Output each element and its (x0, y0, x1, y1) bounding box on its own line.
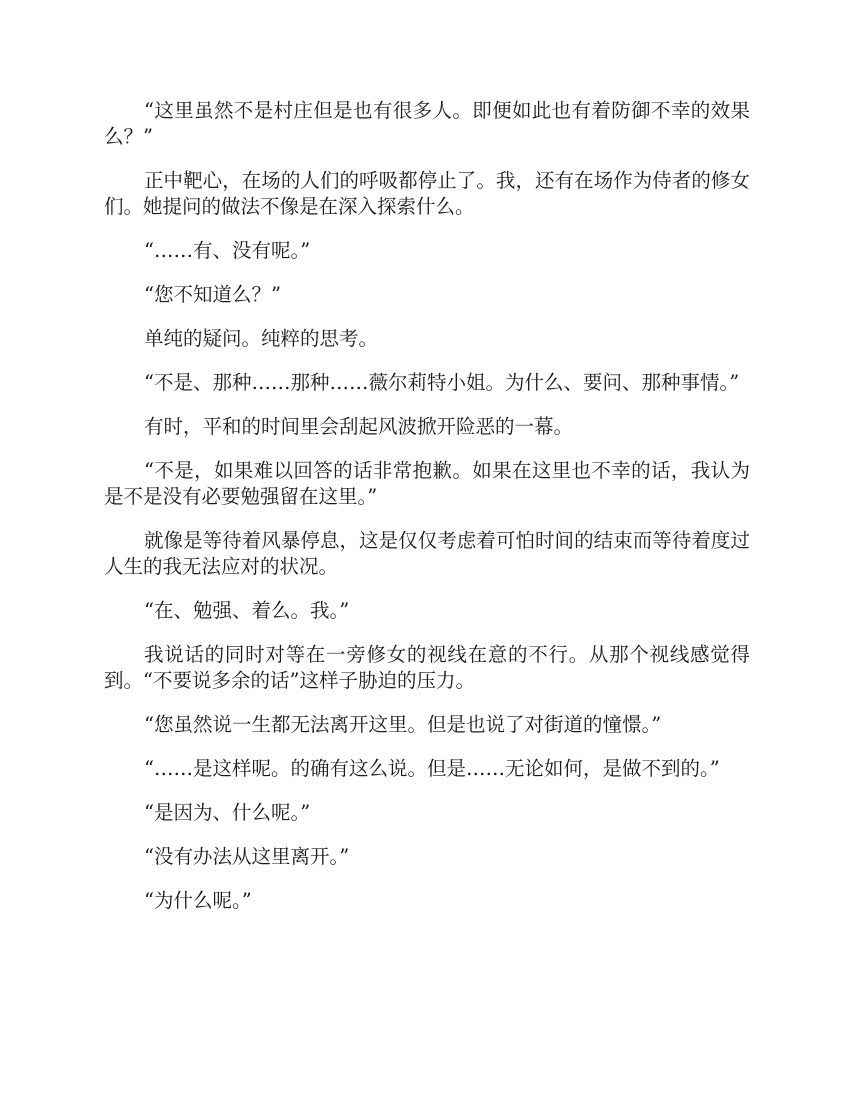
paragraph: “不是、那种……那种……薇尔莉特小姐。为什么、要问、那种事情。” (144, 371, 740, 394)
paragraph: “……有、没有呢。” (144, 239, 311, 262)
paragraph: “您不知道么？” (144, 283, 281, 306)
paragraph: “是因为、什么呢。” (144, 801, 311, 824)
paragraph: 正中靶心，在场的人们的呼吸都停止了。我，还有在场作为侍者的修女们。她提问的做法不像是在深入探索什么。 (104, 169, 750, 218)
paragraph: “为什么呢。” (144, 889, 252, 912)
paragraph: “不是，如果难以回答的话非常抱歉。如果在这里也不幸的话，我认为是不是没有必要勉强留在这里。” (104, 459, 750, 508)
paragraph: 有时，平和的时间里会刮起风波掀开险恶的一幕。 (144, 415, 574, 438)
paragraph: 我说话的同时对等在一旁修女的视线在意的不行。从那个视线感觉得到。“不要说多余的话”这样子胁迫的压力。 (104, 643, 750, 692)
paragraph: 就像是等待着风暴停息，这是仅仅考虑着可怕时间的结束而等待着度过人生的我无法应对的状况。 (104, 529, 750, 578)
paragraph: “您虽然说一生都无法离开这里。但是也说了对街道的憧憬。” (144, 713, 662, 736)
paragraph: “这里虽然不是村庄但是也有很多人。即便如此也有着防御不幸的效果么？” (104, 99, 750, 148)
paragraph: 单纯的疑问。纯粹的思考。 (144, 327, 379, 350)
paragraph: “在、勉强、着么。我。” (144, 599, 350, 622)
document-body (104, 98, 750, 932)
paragraph: “没有办法从这里离开。” (144, 845, 350, 868)
paragraph: “……是这样呢。的确有这么说。但是……无论如何，是做不到的。” (144, 757, 720, 780)
